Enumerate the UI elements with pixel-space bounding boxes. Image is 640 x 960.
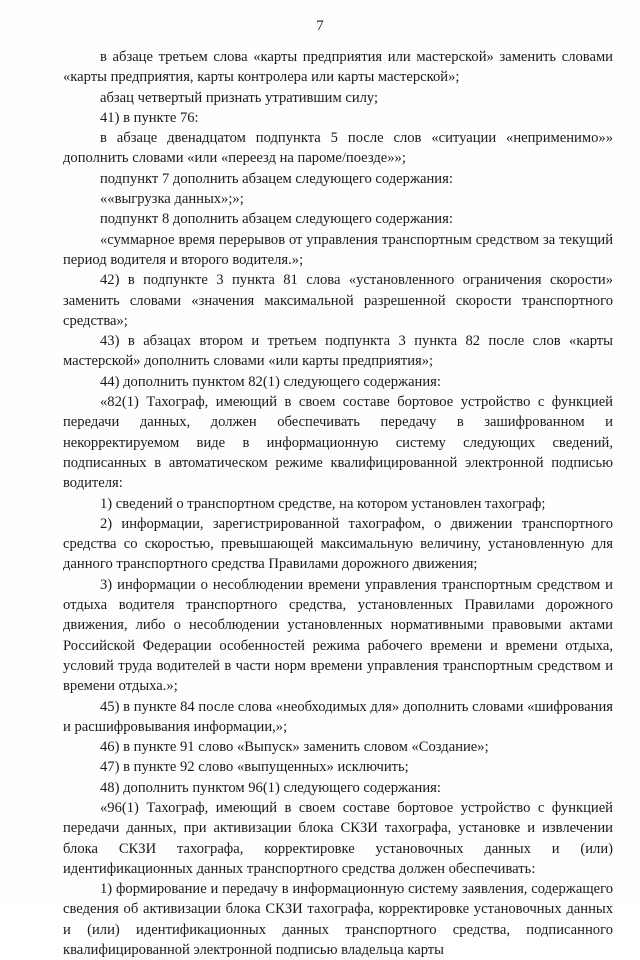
page-number: 7 (316, 18, 324, 34)
paragraph: 45) в пункте 84 после слова «необходимых для» дополнить словами «шифрования и расшифровывания информации,»; (63, 698, 613, 735)
paragraph: «96(1) Тахограф, имеющий в своем составе бортовое устройство с функцией передачи данных, при активизации блока СКЗИ тахографа, установке и извлечении блока СКЗИ тахографа, корректировке установочных данных и (или) идентификационных данных транспортного средства должен обеспечивать: (63, 799, 613, 877)
paragraph: 41) в пункте 76: (100, 109, 199, 126)
paragraph: 3) информации о несоблюдении времени управления транспортным средством и отдыха водителя транспортного средства, установленных Правилами дорожного движения, либо о несоблюдении установленных нормативными правовыми актами Российской Федерации особенностей режима рабочего времени и времени отдыха, условий труда водителей в части норм времени управления транспортным средством и времени отдыха.»; (63, 576, 613, 695)
document-body (63, 47, 613, 960)
paragraph: подпункт 7 дополнить абзацем следующего содержания: (100, 170, 453, 187)
paragraph: ««выгрузка данных»;»; (100, 191, 244, 208)
paragraph: в абзаце двенадцатом подпункта 5 после слов «ситуации «неприменимо»» дополнить словами «или «переезд на пароме/поезде»»; (63, 130, 613, 167)
paragraph: 1) сведений о транспортном средстве, на котором установлен тахограф; (100, 495, 546, 512)
paragraph: 44) дополнить пунктом 82(1) следующего содержания: (100, 373, 441, 390)
paragraph: «суммарное время перерывов от управления транспортным средством за текущий период водителя и второго водителя.»; (63, 231, 613, 268)
paragraph: 42) в подпункте 3 пункта 81 слова «установленного ограничения скорости» заменить словами «значения максимальной разрешенной скорости транспортного средства»; (63, 272, 613, 329)
paragraph: 48) дополнить пунктом 96(1) следующего содержания: (100, 779, 441, 796)
paragraph: абзац четвертый признать утратившим силу; (100, 89, 379, 106)
paragraph: 1) формирование и передачу в информационную систему заявления, содержащего сведения об активизации блока СКЗИ тахографа, корректировке установочных данных и (или) идентификационных данных транспортного средства, подписанного квалифицированной электронной подписью владельца карты (63, 881, 613, 959)
paragraph: 43) в абзацах втором и третьем подпункта 3 пункта 82 после слов «карты мастерской» дополнить словами «или карты предприятия»; (63, 333, 613, 370)
paragraph: «82(1) Тахограф, имеющий в своем составе бортовое устройство с функцией передачи данных, должен обеспечивать передачу в зашифрованном и некорректируемом виде в информационную систему следующих сведений, подписанных в автоматическом режиме квалифицированной электронной подписью водителя: (63, 394, 613, 492)
paragraph: 2) информации, зарегистрированной тахографом, о движении транспортного средства со скоростью, превышающей максимальную величину, установленную для данного транспортного средства Правилами дорожного движения; (63, 515, 613, 573)
paragraph: 46) в пункте 91 слово «Выпуск» заменить словом «Создание»; (100, 739, 489, 756)
paragraph: подпункт 8 дополнить абзацем следующего содержания: (100, 211, 453, 228)
paragraph: в абзаце третьем слова «карты предприятия или мастерской» заменить словами «карты предприятия, карты контролера или карты мастерской»; (63, 49, 613, 86)
paragraph: 47) в пункте 92 слово «выпущенных» исключить; (100, 759, 409, 776)
